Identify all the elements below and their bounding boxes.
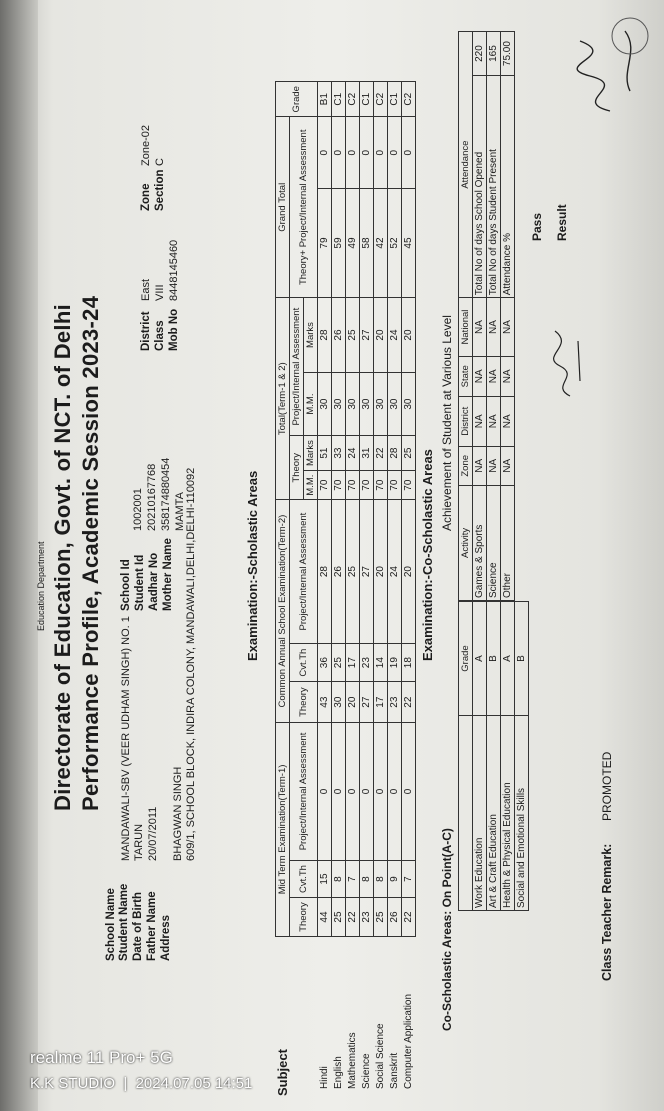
cell-subject: Sanskrit [388,1052,400,1089]
activity-row [501,32,515,601]
cell-grade: B1 [318,82,332,117]
subject-row [402,82,416,1092]
activity-row [473,32,487,601]
attendance-value: 75.00 [501,32,515,76]
cell-gt: 59 [332,188,346,297]
zone-header: Zone [459,446,473,485]
coscholastic-row [473,602,487,911]
cell-c2: 19 [388,643,402,682]
class-value: VIII [154,284,166,301]
cell-tmm: 70 [318,470,332,499]
activity-header: Activity [459,485,473,600]
cell-c2: 23 [360,643,374,682]
cos-name: Health & Physical Education [501,716,515,911]
grade-header: Grade [276,82,318,117]
subject-row [388,82,402,1092]
cell-t1: 23 [360,898,374,937]
t1-cvt-header: Cvt.Th [290,860,318,897]
cos-name: Social and Emotional Skills [515,716,529,911]
cell-tmk: 28 [388,436,402,471]
marks-header: Marks [304,436,318,471]
cell-g0: 0 [360,117,374,189]
grand-total-header: Grand Total [276,117,290,298]
section-value: C [154,158,166,166]
title-line-2: Performance Profile, Academic Session 2023-24 [78,295,103,811]
activity-district: NA [487,396,501,446]
title-line-1: Directorate of Education, Govt. of NCT. of Delhi [50,304,75,811]
subject-row [332,82,346,1092]
zone-label: Zone [140,183,152,211]
cell-c2: 17 [346,643,360,682]
signature-2 [560,11,650,121]
cell-g0: 0 [332,117,346,189]
aadhar-label: Aadhar No [148,552,160,611]
student-id-label: Student Id [134,554,146,611]
cell-p2: 27 [360,500,374,644]
district-value: East [140,278,152,301]
subject-row [360,82,374,1092]
class-label: Class [154,320,166,351]
t2-project-header: Project/Internal Assessment [290,500,318,644]
activity-national: NA [487,298,501,357]
cell-gt: 42 [374,188,388,297]
district-header: District [459,396,473,446]
cell-t1: 44 [318,898,332,937]
cell-g0: 0 [318,117,332,189]
grand-sub-header: Theory+ Project/Internal Assessment [290,117,318,298]
cell-tmm: 70 [360,470,374,499]
result-label: Result [555,204,569,241]
activity-state: NA [473,356,487,396]
cell-p1: 0 [374,722,388,860]
camera-watermark: realme 11 Pro+ 5G K.K STUDIO | 2024.07.05 14:51 [30,1045,252,1097]
result-value: Pass [530,212,544,241]
cell-tmk: 31 [360,436,374,471]
cell-g0: 0 [388,117,402,189]
cell-subject: English [332,1056,344,1089]
cell-tmk: 51 [318,436,332,471]
cell-c2: 36 [318,643,332,682]
mother-name-label: Mother Name [162,538,174,611]
cell-t2: 23 [388,682,402,722]
cell-p2: 28 [318,500,332,644]
cell-tmm: 70 [402,470,416,499]
coscholastic-left-heading: Co-Scholastic Areas: On Point(A-C) [440,828,454,1031]
school-id-value: 1002001 [132,488,144,531]
cell-pmk: 25 [346,298,360,373]
school-name-label: School Name [105,888,117,961]
cell-p2: 20 [374,500,388,644]
cell-c2: 14 [374,643,388,682]
cell-pmm: 30 [360,372,374,435]
cell-c1: 8 [374,860,388,897]
cell-gt: 58 [360,188,374,297]
cos-grade: B [487,602,501,716]
t1-project-header: Project/Internal Assessment [290,722,318,860]
cell-t2: 30 [332,682,346,722]
cell-p1: 0 [346,722,360,860]
cell-t1: 22 [402,898,416,937]
activity-zone: NA [487,446,501,485]
cell-p2: 24 [388,500,402,644]
cell-pmm: 30 [318,372,332,435]
father-name-label: Father Name [146,891,158,961]
t2-theory-header: Theory [290,682,318,722]
cell-tmk: 33 [332,436,346,471]
cell-p2: 20 [402,500,416,644]
activity-state: NA [501,356,515,396]
cell-c1: 7 [346,860,360,897]
cell-tmm: 70 [388,470,402,499]
coscholastic-row [501,602,515,911]
activity-national: NA [473,298,487,357]
cell-subject: Mathematics [346,1032,358,1089]
attendance-value: 165 [487,32,501,76]
zone-value: Zone-02 [140,125,152,166]
subject-row [374,82,388,1092]
cell-p2: 25 [346,500,360,644]
cos-grade-header: Grade [459,602,473,716]
cell-p2: 26 [332,500,346,644]
subject-label: Subject [275,1049,290,1096]
t2-cvt-header: Cvt.Th [290,643,318,682]
cell-pmm: 30 [346,372,360,435]
cell-g0: 0 [346,117,360,189]
activity-row [487,32,501,601]
address-label: Address [160,914,172,961]
achievement-table [458,31,515,601]
term1-header: Mid Term Examination(Term-1) [276,722,290,936]
cell-gt: 45 [402,188,416,297]
national-header: National [459,298,473,357]
father-name-value: BHAGWAN SINGH [172,766,184,861]
mother-name-value: MAMTA [174,492,186,531]
remark-label: Class Teacher Remark: [600,843,614,981]
cell-t2: 43 [318,682,332,722]
cell-tmk: 25 [402,436,416,471]
activity-district: NA [473,396,487,446]
cell-gt: 79 [318,188,332,297]
cell-c1: 9 [388,860,402,897]
attendance-label: Total No of days Student Present [487,76,501,298]
cell-pmk: 24 [388,298,402,373]
cell-subject: Hindi [318,1066,330,1089]
achievement-heading: Achievement of Student at Various Level [440,315,454,531]
cell-c1: 7 [402,860,416,897]
cell-t2: 17 [374,682,388,722]
activity-zone: NA [501,446,515,485]
section-label: Section [154,169,166,211]
t1-theory-header: Theory [290,898,318,937]
cell-p1: 0 [402,722,416,860]
coscholastic-row [487,602,501,911]
cell-p1: 0 [332,722,346,860]
cos-grade: A [473,602,487,716]
cell-gt: 49 [346,188,360,297]
cell-pmm: 30 [402,372,416,435]
attendance-label: Attendance % [501,76,515,298]
cell-subject: Science [360,1053,372,1089]
aadhar-value: 358174880454 [160,457,172,531]
mm-header: M.M. [304,372,318,435]
activity-name: Science [487,485,501,600]
cell-pmm: 30 [388,372,402,435]
term2-header: Common Annual School Examination(Term-2) [276,500,290,723]
cell-tmm: 70 [374,470,388,499]
cell-c2: 18 [402,643,416,682]
cell-pmk: 28 [318,298,332,373]
cell-grade: C2 [374,82,388,117]
marks-header: Marks [304,298,318,373]
cell-c1: 15 [318,860,332,897]
cell-t2: 22 [402,682,416,722]
cell-tmm: 70 [332,470,346,499]
student-name-label: Student Name [118,883,130,961]
remark-value: PROMOTED [600,751,614,821]
cell-grade: C1 [360,82,374,117]
cell-g0: 0 [402,117,416,189]
scholastic-heading: Examination:-Scholastic Areas [245,470,260,661]
cell-pmm: 30 [374,372,388,435]
cell-t2: 20 [346,682,360,722]
student-id-value: 20210167768 [146,463,158,531]
cell-tmk: 22 [374,436,388,471]
mob-value: 8448145460 [168,239,180,301]
cos-grade: B [515,602,529,716]
cell-pmk: 26 [332,298,346,373]
cell-c1: 8 [332,860,346,897]
cell-subject: Computer Application [402,993,414,1089]
cell-grade: C1 [332,82,346,117]
cell-tmm: 70 [346,470,360,499]
tot-theory-header: Theory [290,436,304,500]
cell-t1: 22 [346,898,360,937]
student-name-value: TARUN [133,823,145,861]
cell-pmk: 20 [402,298,416,373]
subject-row [346,82,360,1092]
cell-pmm: 30 [332,372,346,435]
cell-g0: 0 [374,117,388,189]
activity-name: Other [501,485,515,600]
cos-name: Art & Craft Education [487,716,501,911]
cell-grade: C2 [346,82,360,117]
cell-t1: 25 [374,898,388,937]
activity-zone: NA [473,446,487,485]
dob-value: 20/07/2011 [147,806,159,861]
state-header: State [459,356,473,396]
activity-district: NA [501,396,515,446]
cell-pmk: 20 [374,298,388,373]
coscholastic-heading: Examination:-Co-Scholastic Areas [420,449,435,661]
cell-p1: 0 [360,722,374,860]
cos-name: Work Education [473,716,487,911]
department-label: Education Department [36,541,46,631]
activity-state: NA [487,356,501,396]
tot-project-header: Project/Internal Assessment [290,298,304,436]
signature-1 [540,311,590,401]
activity-name: Games & Sports [473,485,487,600]
studio-name: K.K STUDIO [30,1075,116,1092]
mm-header: M.M. [304,470,318,499]
mob-label: Mob No [168,308,180,351]
scholastic-table [275,81,416,1091]
cell-tmk: 24 [346,436,360,471]
cell-c2: 25 [332,643,346,682]
attendance-value: 220 [473,32,487,76]
attendance-header: Attendance [459,32,473,298]
cell-grade: C2 [402,82,416,117]
activity-national: NA [501,298,515,357]
cell-t1: 26 [388,898,402,937]
cos-grade: A [501,602,515,716]
coscholastic-grade-table [458,601,529,911]
coscholastic-row [515,602,529,911]
cell-grade: C1 [388,82,402,117]
cell-gt: 52 [388,188,402,297]
subject-row [318,82,332,1092]
cell-c1: 8 [360,860,374,897]
cell-p1: 0 [388,722,402,860]
cell-t2: 27 [360,682,374,722]
address-value: 609/1, SCHOOL BLOCK, INDIRA COLONY, MANDAWALI,DELHI,DELHI-110092 [185,467,197,861]
cell-p1: 0 [318,722,332,860]
attendance-label: Total No of days School Opened [473,76,487,298]
school-name-value: MANDAWALI-SBV (VEER UDHAM SINGH) NO. 1 [120,616,132,861]
cell-t1: 25 [332,898,346,937]
cell-pmk: 27 [360,298,374,373]
district-label: District [140,311,152,351]
dob-label: Date of Birth [132,892,144,961]
device-name: realme 11 Pro+ 5G [30,1048,173,1067]
timestamp: 2024.07.05 14:51 [135,1075,253,1092]
school-id-label: School Id [120,559,132,611]
total-header: Total(Term-1 & 2) [276,298,290,500]
cell-subject: Social Science [374,1023,386,1089]
